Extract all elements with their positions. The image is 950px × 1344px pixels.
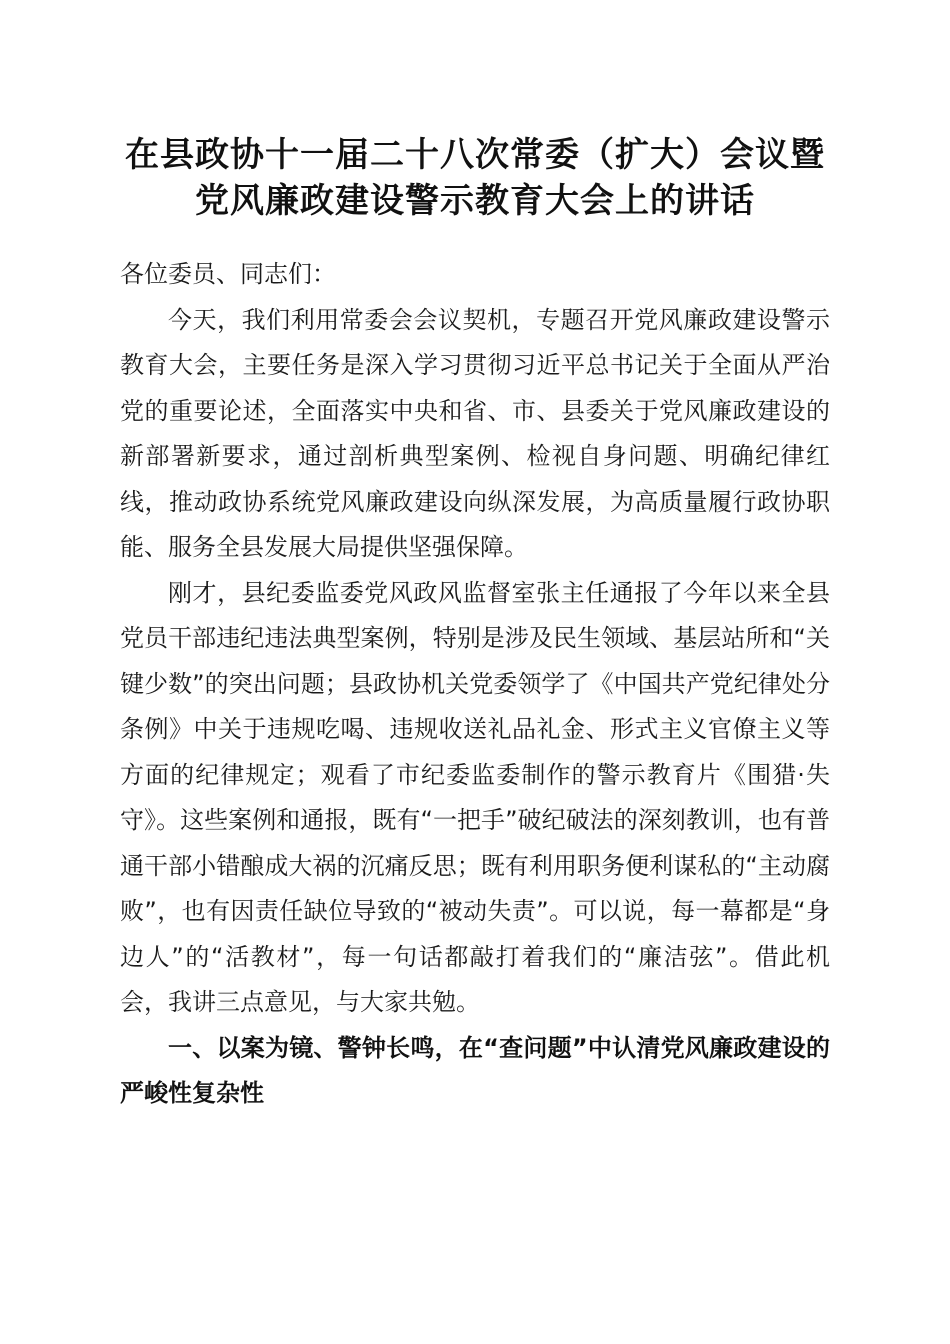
salutation: 各位委员、同志们： <box>120 260 336 288</box>
section-heading-1: 一、以案为镜、警钟长鸣，在“查问题”中认清党风廉政建设的严峻性复杂性 <box>120 1033 830 1107</box>
title-line-2: 党风廉政建设警示教育大会上的讲话 <box>195 181 755 221</box>
document-body <box>120 252 830 1117</box>
document-title <box>95 132 855 224</box>
paragraph-opening: 今天，我们利用常委会会议契机，专题召开党风廉政建设警示教育大会，主要任务是深入学习贯彻习近平总书记关于全面从严治党的重要论述，全面落实中央和省、市、县委关于党风廉政建设的新部署新要求，通过剖析典型案例、检视自身问题、明确纪律红线，推动政协系统党风廉政建设向纵深发展，为高质量履行政协职能、服务全县发展大局提供坚强保障。 <box>120 305 830 561</box>
paragraph-case-review: 刚才，县纪委监委党风政风监督室张主任通报了今年以来全县党员干部违纪违法典型案例，特别是涉及民生领域、基层站所和“关键少数”的突出问题；县政协机关党委领学了《中国共产党纪律处分条例》中关于违规吃喝、违规收送礼品礼金、形式主义官僚主义等方面的纪律规定；观看了市纪委监委制作的警示教育片《围猎·失守》。这些案例和通报，既有“一把手”破纪破法的深刻教训，也有普通干部小错酿成大祸的沉痛反思；既有利用职务便利谋私的“主动腐败”，也有因责任缺位导致的“被动失责”。可以说，每一幕都是“身边人”的“活教材”，每一句话都敲打着我们的“廉洁弦”。借此机会，我讲三点意见，与大家共勉。 <box>120 578 830 1016</box>
title-line-1: 在县政协十一届二十八次常委（扩大）会议暨 <box>125 135 825 175</box>
